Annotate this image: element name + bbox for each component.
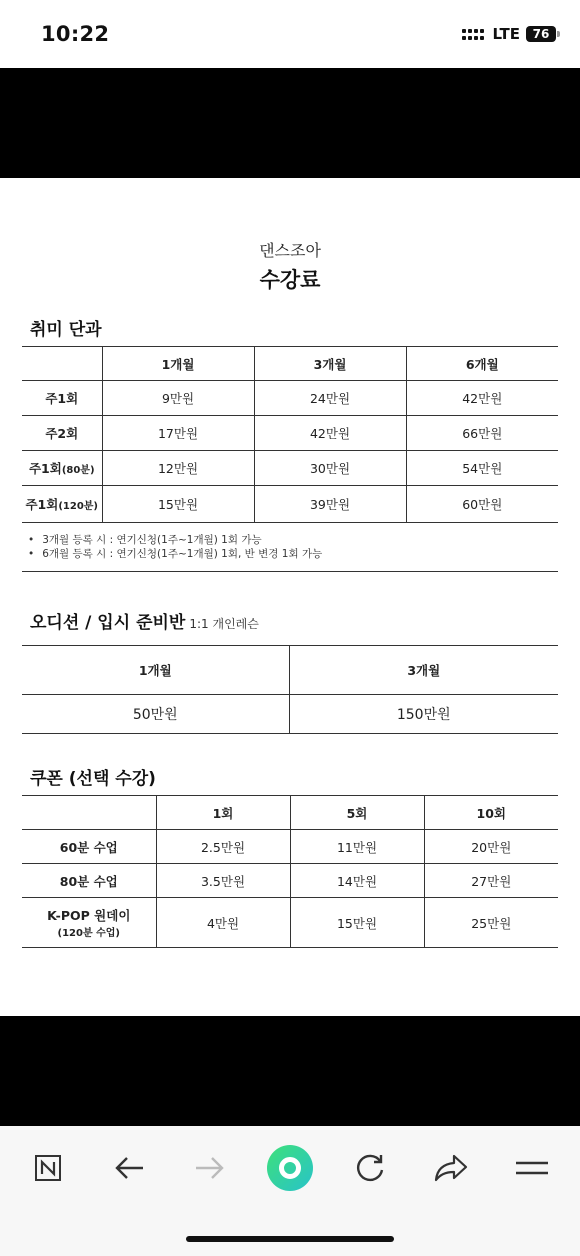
price-cell: 17만원: [102, 416, 254, 451]
table-row: [22, 864, 558, 898]
section-divider: [22, 571, 558, 572]
price-cell: 25만원: [424, 898, 558, 948]
audition-section-title: 오디션 / 입시 준비반 1:1 개인레슨: [30, 613, 259, 633]
price-cell: 150만원: [289, 695, 558, 734]
price-cell: 11만원: [290, 830, 424, 864]
table-header-cell: 5회: [290, 796, 424, 830]
table-row: [22, 451, 558, 486]
price-cell: 2.5만원: [156, 830, 290, 864]
price-cell: 66만원: [406, 416, 558, 451]
home-indicator: [186, 1236, 394, 1242]
row-label: K-POP 원데이 (120분 수업): [22, 898, 156, 948]
audition-price-table: [22, 645, 558, 734]
note-item: • 3개월 등록 시 : 연기신청(1주~1개월) 1회 가능: [28, 533, 548, 547]
price-cell: 42만원: [254, 416, 406, 451]
price-cell: 15만원: [102, 486, 254, 523]
price-cell: 15만원: [290, 898, 424, 948]
status-bar: [0, 0, 580, 68]
table-row: [22, 416, 558, 451]
row-label: 주2회: [22, 416, 102, 451]
table-header-row: [22, 796, 558, 830]
price-cell: 3.5만원: [156, 864, 290, 898]
price-cell: 60만원: [406, 486, 558, 523]
price-cell: 12만원: [102, 451, 254, 486]
battery-icon: 76: [526, 26, 556, 42]
image-top-band: [0, 68, 580, 178]
table-header-row: [22, 646, 558, 695]
coupon-price-table: [22, 795, 558, 948]
status-time: 10:22: [41, 22, 110, 46]
refresh-icon[interactable]: [346, 1144, 394, 1192]
price-cell: 50만원: [22, 695, 289, 734]
price-cell: 39만원: [254, 486, 406, 523]
price-cell: 20만원: [424, 830, 558, 864]
table-header-cell: 3개월: [289, 646, 558, 695]
table-header-cell: 1개월: [102, 347, 254, 381]
table-row: [22, 830, 558, 864]
hobby-price-table: [22, 346, 558, 523]
table-header-cell: 1회: [156, 796, 290, 830]
coupon-section-title: 쿠폰 (선택 수강): [30, 769, 156, 789]
price-cell: 4만원: [156, 898, 290, 948]
price-cell: 27만원: [424, 864, 558, 898]
table-header-cell: 1개월: [22, 646, 289, 695]
price-cell: 14만원: [290, 864, 424, 898]
signal-icon: [462, 25, 486, 43]
image-bottom-band: [0, 1016, 580, 1126]
row-label: 주1회(80분): [22, 451, 102, 486]
table-row: [22, 898, 558, 948]
hobby-section-title: 취미 단과: [30, 320, 102, 340]
price-cell: 42만원: [406, 381, 558, 416]
table-header-cell: 6개월: [406, 347, 558, 381]
forward-arrow-icon[interactable]: [186, 1144, 234, 1192]
table-row: [22, 486, 558, 523]
price-cell: 24만원: [254, 381, 406, 416]
studio-name: 댄스조아: [259, 241, 321, 260]
status-indicators: [462, 25, 556, 43]
table-header-cell: [22, 347, 102, 381]
green-dot-icon[interactable]: [266, 1144, 314, 1192]
page-title: 수강료: [259, 268, 321, 292]
table-row: [22, 695, 558, 734]
row-label: 주1회: [22, 381, 102, 416]
table-row: [22, 381, 558, 416]
price-cell: 54만원: [406, 451, 558, 486]
browser-toolbar: [0, 1126, 580, 1256]
row-label: 80분 수업: [22, 864, 156, 898]
table-header-row: [22, 347, 558, 381]
price-cell: 30만원: [254, 451, 406, 486]
price-sheet: [0, 178, 580, 1016]
menu-icon[interactable]: [508, 1144, 556, 1192]
back-arrow-icon[interactable]: [105, 1144, 153, 1192]
audition-subtitle: 1:1 개인레슨: [189, 617, 259, 631]
network-label: LTE: [492, 25, 520, 43]
row-label: 주1회(120분): [22, 486, 102, 523]
row-label: 60분 수업: [22, 830, 156, 864]
table-header-cell: [22, 796, 156, 830]
table-header-cell: 10회: [424, 796, 558, 830]
share-icon[interactable]: [427, 1144, 475, 1192]
hobby-notes: [28, 533, 548, 561]
note-item: • 6개월 등록 시 : 연기신청(1주~1개월) 1회, 반 변경 1회 가능: [28, 547, 548, 561]
price-cell: 9만원: [102, 381, 254, 416]
table-header-cell: 3개월: [254, 347, 406, 381]
naver-home-icon[interactable]: [24, 1144, 72, 1192]
